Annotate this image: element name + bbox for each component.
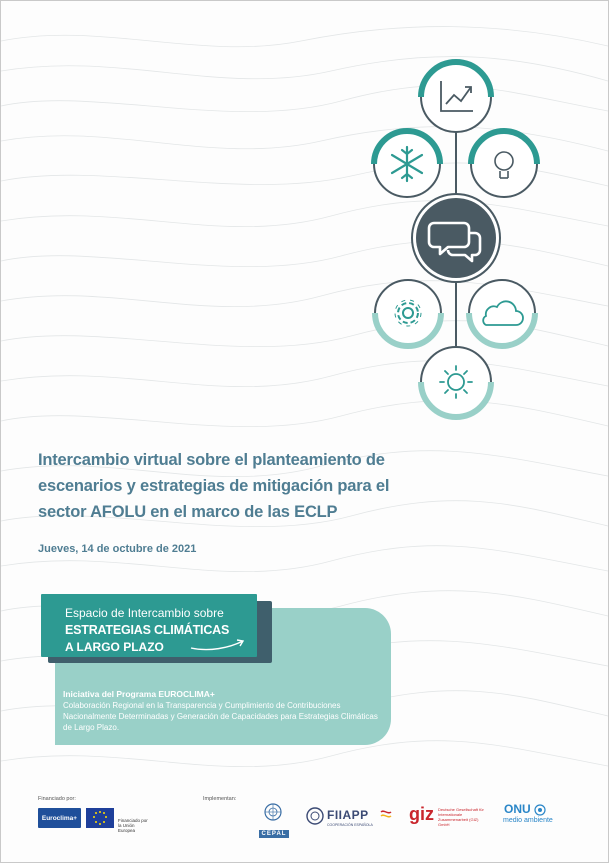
title-line: Intercambio virtual sobre el planteamiento de [38,451,385,469]
un-emblem-icon [261,801,285,825]
implemented-label: Implementan: [203,796,237,802]
sun-icon [421,347,491,417]
initiative-title: Iniciativa del Programa EUROCLIMA+ [63,689,215,699]
onu-logo: ONU [504,802,531,816]
unep-emblem-icon [534,804,546,816]
funded-label: Financiado por: [38,796,76,802]
title-line: escenarios y estrategias de mitigación para el [38,477,390,495]
spanish-cooperation-icon [380,809,392,819]
banner-line-3: A LARGO PLAZO [65,640,164,654]
giz-logo: giz [409,804,434,824]
fiiapp-emblem-icon [305,806,325,826]
banner-line-2: ESTRATEGIAS CLIMÁTICAS [65,623,230,637]
chart-growth-icon [421,62,491,132]
cepal-logo: CEPAL [259,830,289,838]
initiative-description: Colaboración Regional en la Transparencia y Cumplimiento de Contribuciones Nacionalmente Determinadas y Generación de Capacidades para Estrategias Climáticas de Largo Plazo. [63,701,378,732]
giz-subtitle: Deutsche Gesellschaft für Internationale Zusammenarbeit (GIZ) GmbH [438,807,484,827]
banner-line-1: Espacio de Intercambio sobre [65,606,224,620]
lightbulb-icon [471,131,537,197]
snowflake-icon [374,131,440,197]
arrow-swoosh-icon [189,638,249,652]
title-line: sector AFOLU en el marco de las ECLP [38,503,338,521]
gear-icon [375,280,441,346]
fiiapp-logo: FIIAPP [327,808,369,822]
eu-funding-text: Financiado por la Unión Europea [118,818,148,833]
event-date: Jueves, 14 de octubre de 2021 [38,543,197,555]
cloud-icon [469,280,535,346]
fiiapp-subtitle: COOPERACIÓN ESPAÑOLA [327,823,373,827]
chat-bubbles-icon [412,194,500,282]
strategy-banner [41,594,257,657]
document-title [38,447,390,525]
onu-subtitle: medio ambiente [503,817,553,824]
euroclima-logo: Euroclima+ [38,808,81,828]
eu-flag-logo [86,808,114,828]
